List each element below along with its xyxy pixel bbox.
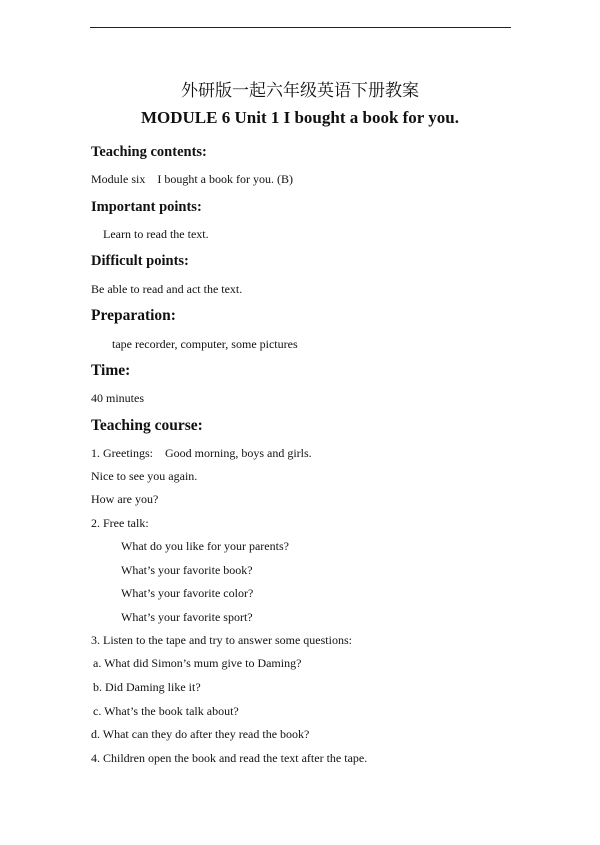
course-line: What’s your favorite book? bbox=[121, 563, 253, 577]
important-points-text: Learn to read the text. bbox=[103, 227, 209, 241]
course-line: Nice to see you again. bbox=[91, 469, 198, 483]
course-line-listen: 3. Listen to the tape and try to answer some questions: bbox=[91, 633, 352, 647]
course-line: What’s your favorite color? bbox=[121, 586, 254, 600]
course-line: How are you? bbox=[91, 492, 159, 506]
course-line: What’s your favorite sport? bbox=[121, 610, 253, 624]
header-rule bbox=[90, 27, 511, 28]
teaching-contents-text: Module six I bought a book for you. (B) bbox=[91, 172, 293, 186]
course-line: What do you like for your parents? bbox=[121, 539, 289, 553]
difficult-points-text: Be able to read and act the text. bbox=[91, 282, 243, 296]
question-item: c. What’s the book talk about? bbox=[93, 704, 239, 718]
document-title-english: MODULE 6 Unit 1 I bought a book for you. bbox=[140, 108, 460, 127]
heading-preparation: Preparation: bbox=[91, 307, 176, 324]
question-item: a. What did Simon’s mum give to Daming? bbox=[93, 656, 302, 670]
heading-teaching-contents: Teaching contents: bbox=[91, 144, 207, 160]
heading-important-points: Important points: bbox=[91, 199, 202, 215]
heading-time: Time: bbox=[91, 362, 131, 379]
course-line-greetings: 1. Greetings: Good morning, boys and girls. bbox=[91, 446, 312, 460]
course-line-free-talk: 2. Free talk: bbox=[91, 516, 149, 530]
time-text: 40 minutes bbox=[91, 391, 144, 405]
question-item: d. What can they do after they read the book? bbox=[91, 727, 310, 741]
heading-teaching-course: Teaching course: bbox=[91, 417, 203, 434]
course-line-read: 4. Children open the book and read the text after the tape. bbox=[91, 751, 368, 765]
document-title-chinese: 外研版一起六年级英语下册教案 bbox=[181, 81, 419, 100]
heading-difficult-points: Difficult points: bbox=[91, 253, 189, 269]
question-item: b. Did Daming like it? bbox=[93, 680, 201, 694]
preparation-text: tape recorder, computer, some pictures bbox=[112, 337, 298, 351]
